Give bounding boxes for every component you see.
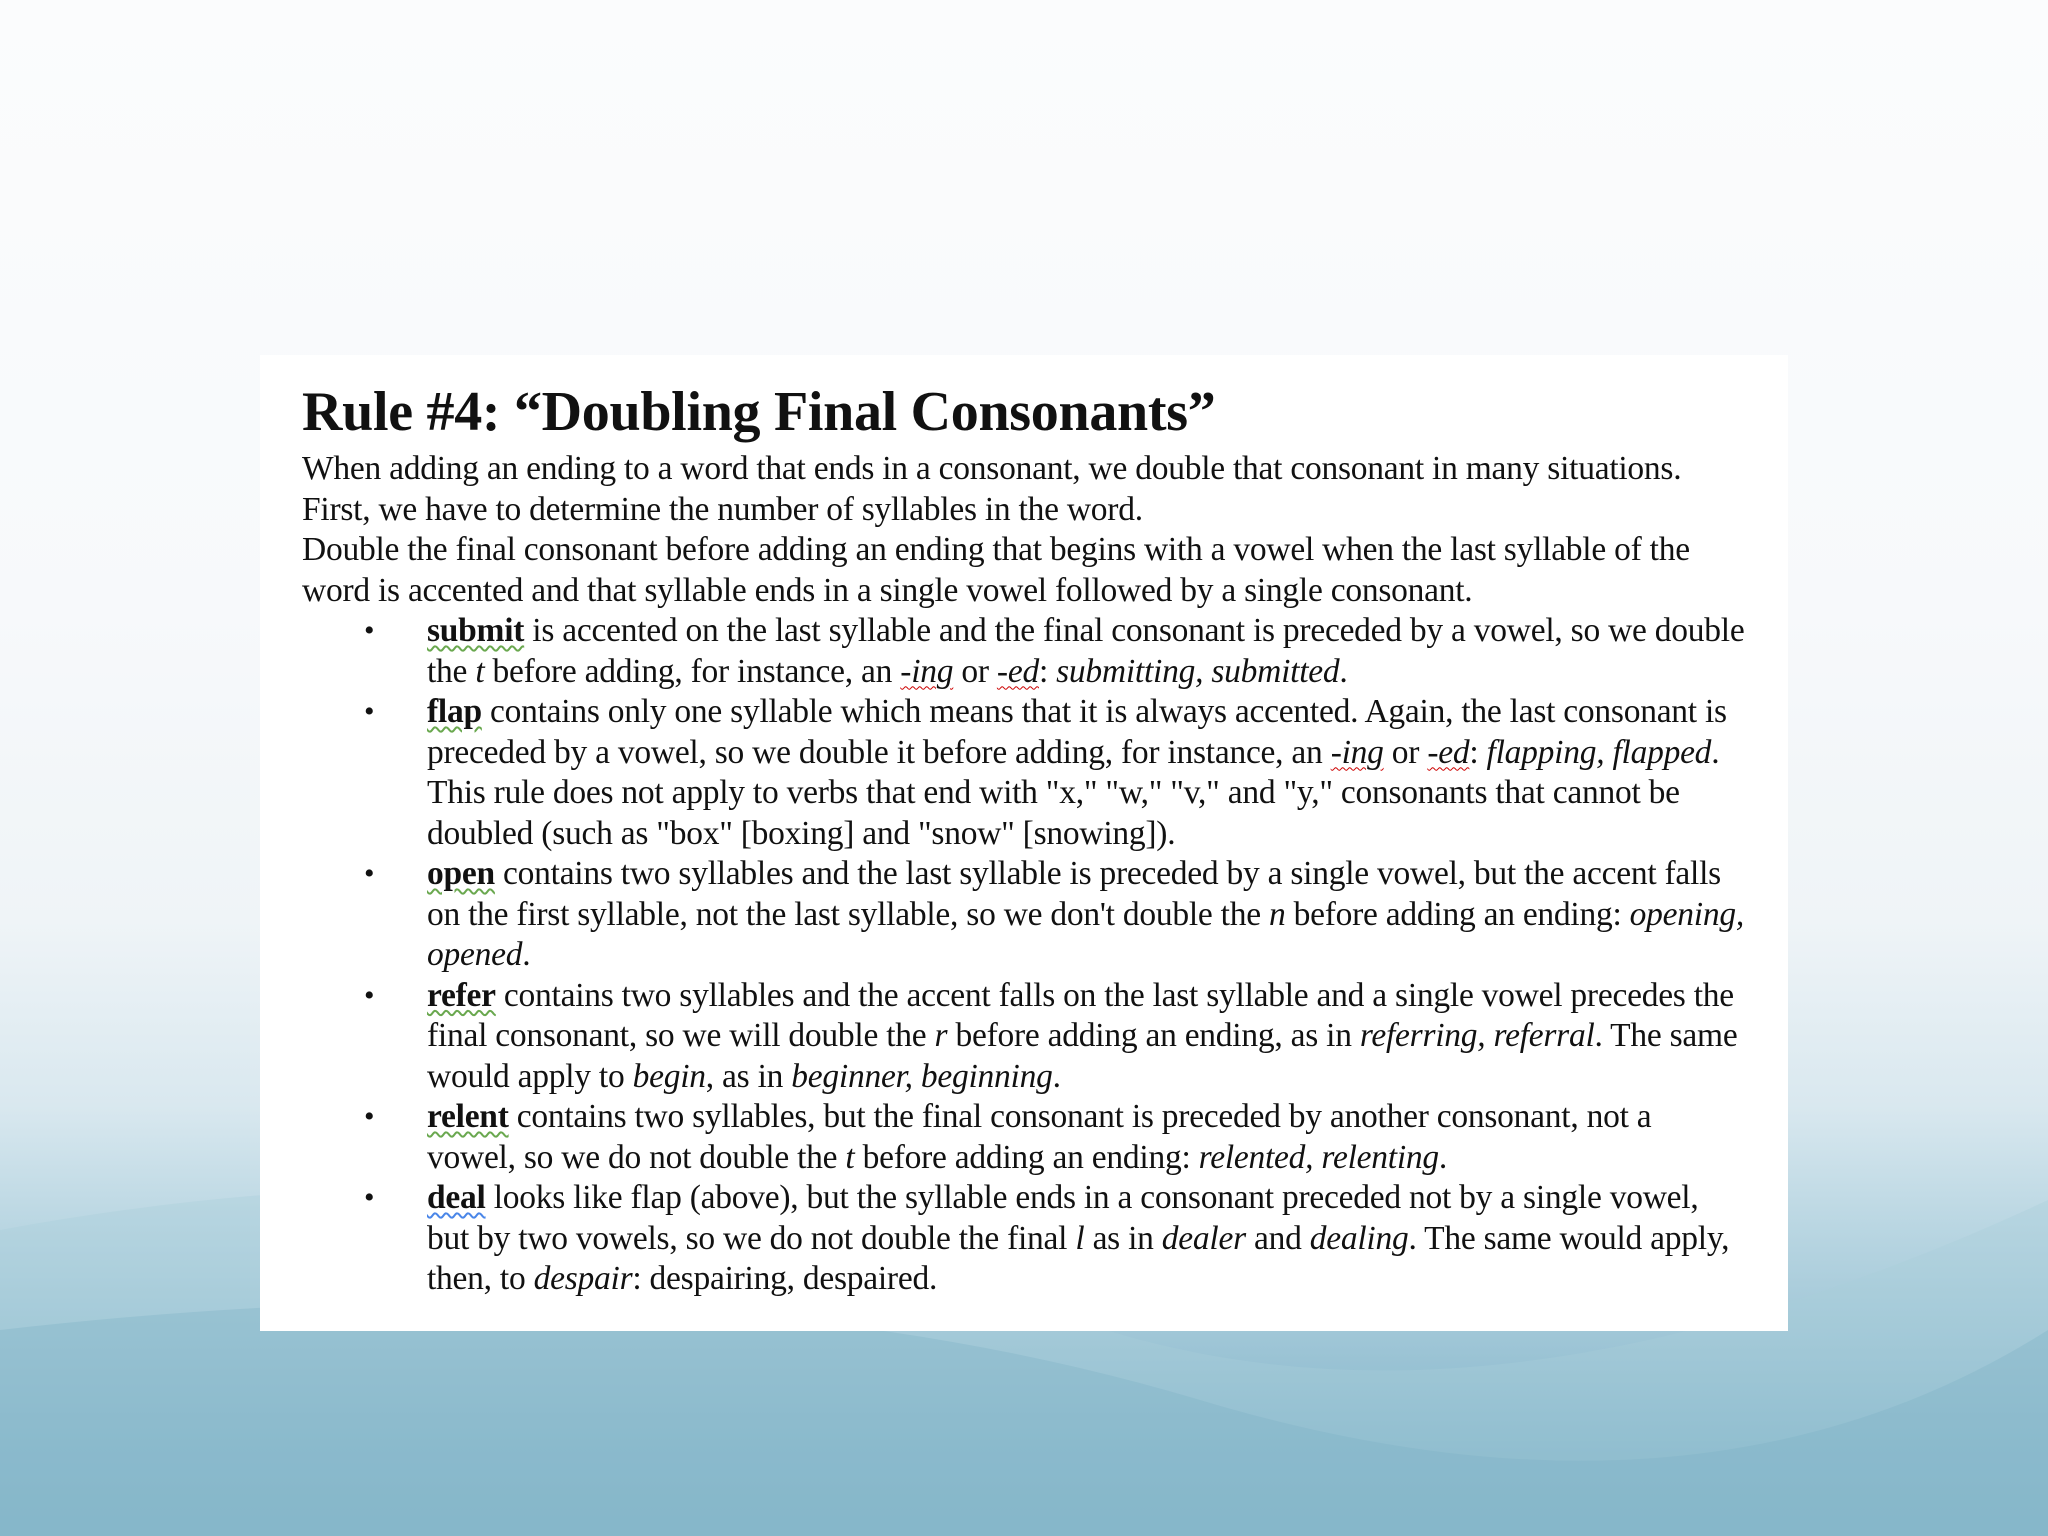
keyword: relent [427,1098,509,1135]
keyword: deal [427,1179,486,1216]
bullet-icon: • [364,1181,375,1214]
intro-paragraph-1: When adding an ending to a word that ends in a consonant, we double that consonant in many situations. First, we have to determine the number of syllables in the word. [302,450,1682,528]
examples-list [302,611,1746,1300]
intro-paragraph-2: Double the final consonant before adding an ending that begins with a vowel when the last syllable of the word is accented and that syllable ends in a single vowel followed by a single consonant. [302,531,1690,609]
list-item-open: • open contains two syllables and the last syllable is preceded by a single vowel, but the accent falls on the first syllable, not the last syllable, so we don't double the n before adding an ending: opening, opened. [364,855,1744,973]
keyword: open [427,855,495,892]
keyword: flap [427,693,482,730]
document-panel [260,355,1788,1331]
bullet-icon: • [364,978,375,1012]
bullet-icon: • [364,857,375,890]
list-item-relent: • relent contains two syllables, but the final consonant is preceded by another consonant, not a vowel, so we do not double the t before adding an ending: relented, relenting. [364,1098,1652,1176]
list-item-refer: • refer contains two syllables and the accent falls on the last syllable and a single vowel precedes the final consonant, so we will double the r before adding an ending, as in referring, referral. The same would apply to begin, as in beginner, beginning. [364,976,1738,1095]
list-item-submit: • submit is accented on the last syllable and the final consonant is preceded by a vowel, so we double the t before adding, for instance, an -ing or -ed: submitting, submitted. [364,612,1745,690]
bullet-icon: • [364,1100,375,1133]
rule-title: Rule #4: “Doubling Final Consonants” [302,381,1216,443]
bullet-icon: • [364,614,375,647]
list-item-flap: • flap contains only one syllable which means that it is always accented. Again, the last consonant is preceded by a vowel, so we double it before adding, for instance, an -ing or -ed: flapping, flapped. This rule does not apply to verbs that end with "x," "w," "v," and "y," consonants that cannot be doubled (such as "box" [boxing] and "snow" [snowing]). [364,693,1727,852]
keyword: submit [427,612,525,649]
bullet-icon: • [364,695,375,728]
keyword: refer [427,976,496,1014]
list-item-deal: • deal looks like flap (above), but the syllable ends in a consonant preceded not by a single vowel, but by two vowels, so we do not double the final l as in dealer and dealing. The same would apply, then, to despair: despairing, despaired. [364,1179,1730,1297]
